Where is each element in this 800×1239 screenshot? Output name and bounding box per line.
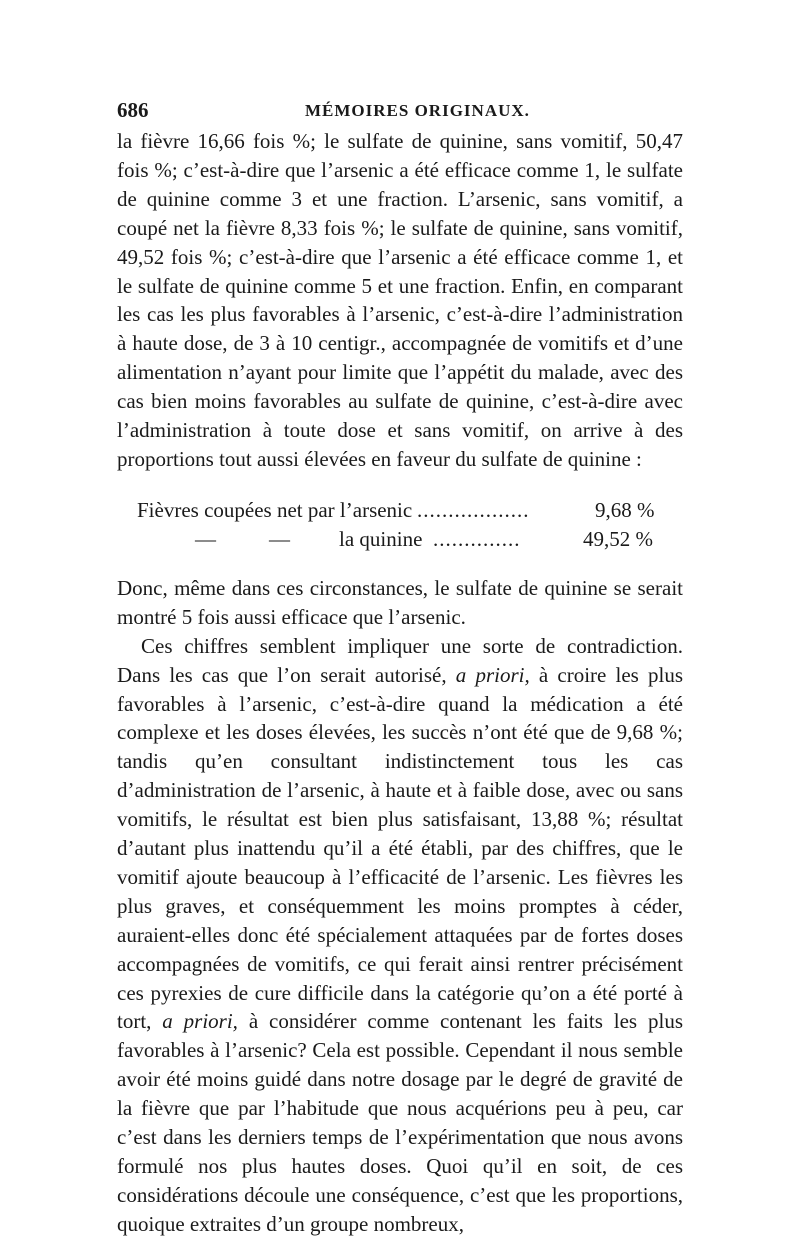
table-row-arsenic (117, 496, 683, 525)
paragraph-2: Donc, même dans ces circonstances, le sulfate de quinine se serait montré 5 fois aussi efficace que l’arsenic. (117, 575, 683, 629)
leader-dots: .............. (433, 526, 521, 551)
leader-dots: .................. (417, 497, 530, 522)
row-label-quinine: la quinine (339, 526, 423, 551)
running-head: MÉMOIRES ORIGINAUX. (305, 101, 530, 120)
a-priori-emphasis: a priori, (455, 662, 530, 687)
body-text (117, 127, 683, 1239)
paragraph-3-part-3: à considérer comme contenant les faits les plus favorables à l’arsenic? Cela est possible. Cependant il nous semble avoir été moins guidé dans notre dosage par le degré de gravité de la fièvre que par l’habitude que nous acquérions peu à peu, car c’est dans les derniers temps de l’expérimentation que nous avons formulé nos plus hautes doses. Quoi qu’il en soit, de ces considérations découle une conséquence, c’est que les proportions, quoique extraites d’un groupe nombreux, (117, 1009, 683, 1236)
row-value-arsenic: 9,68 % (595, 497, 655, 522)
paragraph-3-part-1: Ces chiffres semblent impliquer une sorte de contradiction. Dans les cas que l’on serait autorisé, (117, 633, 683, 687)
ditto-dash: — (269, 526, 290, 551)
results-table (117, 496, 683, 554)
a-priori-emphasis: a priori, (162, 1009, 238, 1034)
paragraph-3-part-2: à croire les plus favorables à l’arsenic, c’est-à-dire quand la médication a été complexe et les doses élevées, les succès n’ont été que de 9,68 %; tandis qu’en consultant indistinctement tous les cas d’administration de l’arsenic, à haute et à faible dose, avec ou sans vomitifs, le résultat est bien plus satisfaisant, 13,88 %; résultat d’autant plus inattendu qu’il a été établi, par des chiffres, que le vomitif ajoute beaucoup à l’efficacité de l’arsenic. Les fièvres les plus graves, et conséquemment les moins promptes à céder, auraient-elles donc été spécialement attaquées par de fortes doses accompagnées de vomitifs, ce qui ferait ainsi rentrer précisément ces pyrexies de cure difficile dans la catégorie qu’on a été porté à tort, (117, 662, 684, 1034)
row-value-quinine: 49,52 % (583, 526, 653, 551)
table-row-quinine (117, 525, 683, 554)
page-header (117, 98, 683, 126)
paragraph-3 (117, 632, 683, 1239)
page-number: 686 (117, 98, 149, 122)
row-label-arsenic: Fièvres coupées net par l’arsenic (137, 497, 413, 522)
ditto-dash: — (195, 526, 216, 551)
paragraph-1: la fièvre 16,66 fois %; le sulfate de quinine, sans vomitif, 50,47 fois %; c’est-à-dire que l’arsenic a été efficace comme 1, le sulfate de quinine comme 3 et une fraction. L’arsenic, sans vomitif, a coupé net la fièvre 8,33 fois %; le sulfate de quinine, sans vomitif, 49,52 fois %; c’est-à-dire que l’arsenic a été efficace comme 1, et le sulfate de quinine comme 5 et une fraction. Enfin, en comparant les cas les plus favorables à l’arsenic, c’est-à-dire l’administration à haute dose, de 3 à 10 centigr., accompagnée de vomitifs et d’une alimentation n’ayant pour limite que l’appétit du malade, avec des cas bien moins favorables au sulfate de quinine, c’est-à-dire avec l’administration à toute dose et sans vomitif, on arrive à des proportions tout aussi élevées en faveur du sulfate de quinine : (117, 129, 683, 471)
